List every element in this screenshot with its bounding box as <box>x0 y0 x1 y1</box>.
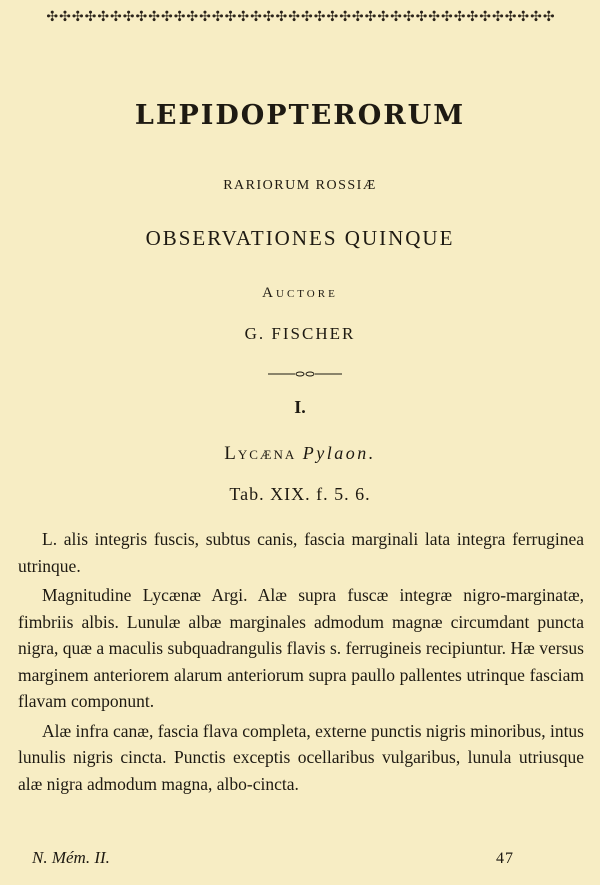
subtitle-observationes: OBSERVATIONES QUINQUE <box>145 226 455 250</box>
subtitle-rariorum: RARIORUM ROSSIÆ <box>223 178 377 193</box>
paragraph-underside: Alæ infra canæ, fascia flava completa, externe punctis nigris minoribus, intus lunulis nigris cincta. Punctis exceptis ocellaribus vulgaribus, lunula utriusque alæ nigra admodum magna, albo-cincta. <box>18 720 584 794</box>
species-epithet: Pylaon. <box>302 443 376 463</box>
signature-mark: N. Mém. II. <box>32 848 110 867</box>
page-title: LEPIDOPTERORUM <box>134 100 466 131</box>
species-heading <box>0 443 600 465</box>
species-genus: Lycæna <box>224 443 297 464</box>
ornamental-divider-icon <box>268 371 342 377</box>
section-number: I. <box>294 397 306 417</box>
page-number: 47 <box>496 850 514 867</box>
decorative-header-border: ✣✣✣✣✣✣✣✣✣✣✣✣✣✣✣✣✣✣✣✣✣✣✣✣✣✣✣✣✣✣✣✣✣✣✣✣✣✣✣✣ <box>46 9 556 25</box>
plate-reference: Tab. XIX. f. 5. 6. <box>229 484 371 504</box>
author-name: G. FISCHER <box>244 324 356 343</box>
paragraph-description: Magnitudine Lycænæ Argi. Alæ supra fuscæ integræ nigro-marginatæ, fimbriis albis. Lunulæ albæ marginales admodum magnæ circumdant puncta nigra, quæ a maculis subquadrangulis flavis s. ferrugineis recipiuntur. Hæ versus marginem anteriorem alarum anteriorum supra paullo pallentes utrinque fasciam flavam componunt. <box>18 585 584 711</box>
paragraph-diagnosis: L. alis integris fuscis, subtus canis, fascia marginali lata integra ferruginea utrinque. <box>18 529 584 576</box>
body-text <box>18 526 584 800</box>
auctore-label: Auctore <box>262 285 338 301</box>
